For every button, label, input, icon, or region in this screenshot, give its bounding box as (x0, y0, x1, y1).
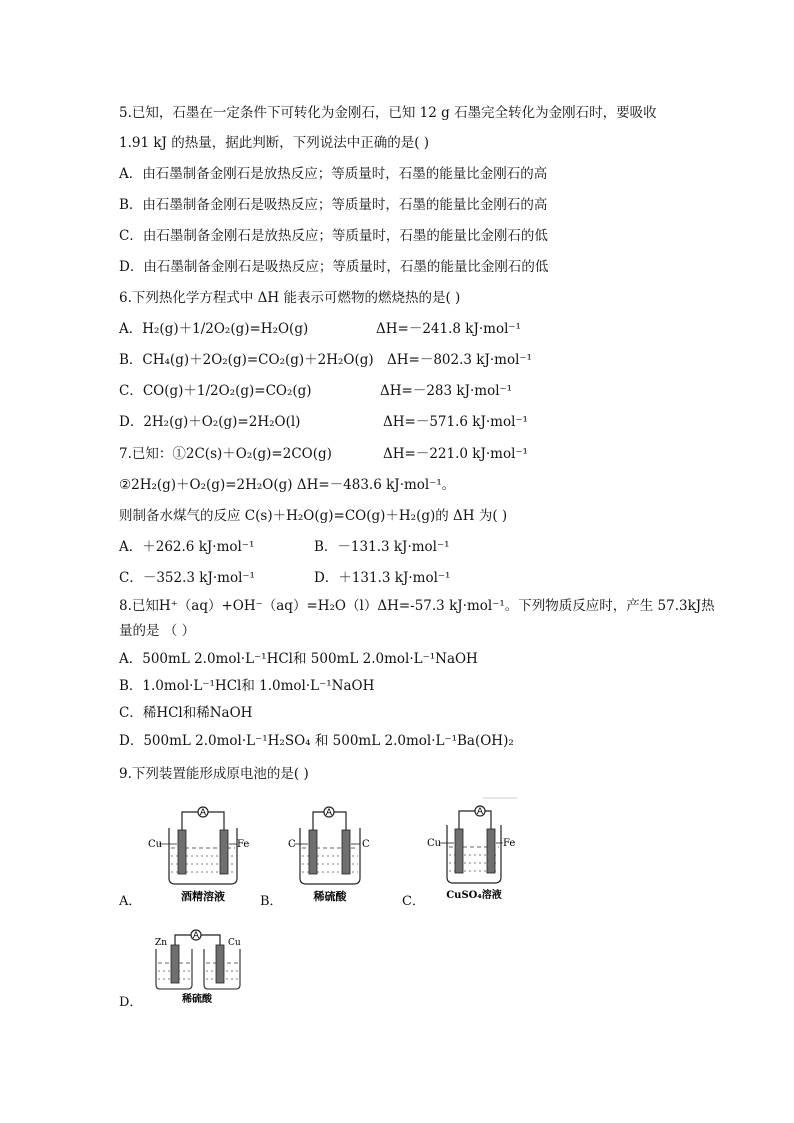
left-electrode-label: C (288, 839, 296, 850)
q7-option-c: C．－352.3 kJ·mol⁻¹ (119, 570, 255, 586)
q8-stem-line2: 量的是 （ ） (119, 623, 196, 639)
ammeter-label: A (325, 808, 333, 818)
q8-option-b: B．1.0mol·L⁻¹HCl和 1.0mol·L⁻¹NaOH (119, 678, 375, 694)
q9-figure-c-letter: C． (402, 894, 425, 909)
q5-stem-line1: 5.已知，石墨在一定条件下可转化为金刚石，已知 12 g 石墨完全转化为金刚石时，要吸收 (119, 105, 657, 121)
q7-option-a: A．＋262.6 kJ·mol⁻¹ (119, 539, 255, 555)
right-electrode-label: Cu (228, 938, 241, 948)
q6-option-b-enthalpy: ΔH=－802.3 kJ·mol⁻¹ (387, 352, 532, 368)
left-electrode-label: Cu (427, 838, 442, 849)
q9-figure-a-letter: A． (119, 894, 142, 909)
left-electrode-label: Cu (148, 839, 163, 850)
q7-given-2: ②2H₂(g)＋O₂(g)=2H₂O(g) ΔH=－483.6 kJ·mol⁻¹。 (119, 477, 456, 493)
left-electrode-label: Zn (155, 938, 168, 948)
q8-option-a: A．500mL 2.0mol·L⁻¹HCl和 500mL 2.0mol·L⁻¹NaOH (119, 651, 478, 667)
q8-stem-line1: 8.已知H⁺（aq）+OH⁻（aq）=H₂O（l）ΔH=-57.3 kJ·mol⁻¹。下列物质反应时，产生 57.3kJ热 (119, 598, 715, 614)
q9-stem: 9.下列装置能形成原电池的是( ) (119, 766, 309, 782)
q9-figure-a (145, 800, 250, 910)
q6-option-b-equation: B．CH₄(g)＋2O₂(g)=CO₂(g)＋2H₂O(g) (119, 352, 374, 368)
ammeter-label: A (476, 807, 484, 817)
q6-option-c-enthalpy: ΔH=－283 kJ·mol⁻¹ (380, 383, 513, 399)
solution-label: 稀硫酸 (182, 994, 212, 1005)
q5-option-c: C．由石墨制备金刚石是放热反应；等质量时，石墨的能量比金刚石的低 (119, 228, 548, 244)
q7-given-1-enthalpy: ΔH=－221.0 kJ·mol⁻¹ (383, 446, 528, 462)
galvanic-cell-diagram-a (145, 800, 250, 910)
q9-figure-b (288, 800, 378, 910)
q9-figure-d-letter: D． (119, 995, 143, 1010)
solution-label: 稀硫酸 (313, 890, 347, 903)
q8-option-d: D．500mL 2.0mol·L⁻¹H₂SO₄ 和 500mL 2.0mol·L⁻¹Ba(OH)₂ (119, 733, 514, 749)
q7-given-1-equation: 7.已知：①2C(s)＋O₂(g)=2CO(g) (119, 446, 332, 462)
ammeter-label: A (199, 808, 207, 818)
q6-option-c-equation: C．CO(g)＋1/2O₂(g)=CO₂(g) (119, 383, 312, 399)
ammeter-label: A (192, 931, 200, 941)
q7-question: 则制备水煤气的反应 C(s)＋H₂O(g)=CO(g)＋H₂(g)的 ΔH 为( ) (119, 508, 508, 524)
q6-option-d-equation: D．2H₂(g)＋O₂(g)=2H₂O(l) (119, 414, 301, 430)
q5-option-a: A．由石墨制备金刚石是放热反应；等质量时，石墨的能量比金刚石的高 (119, 166, 548, 182)
q7-option-d: D．＋131.3 kJ·mol⁻¹ (314, 570, 451, 586)
galvanic-cell-diagram-b (288, 800, 378, 910)
solution-label: CuSO₄溶液 (446, 890, 502, 901)
right-electrode-label: Fe (237, 839, 250, 850)
q9-figure-c (425, 795, 525, 907)
q8-option-c: C．稀HCl和稀NaOH (119, 705, 253, 721)
q6-option-d-enthalpy: ΔH=－571.6 kJ·mol⁻¹ (383, 414, 528, 430)
right-electrode-label: Fe (503, 838, 516, 849)
q7-option-b: B．－131.3 kJ·mol⁻¹ (314, 539, 450, 555)
q5-option-d: D．由石墨制备金刚石是吸热反应；等质量时，石墨的能量比金刚石的低 (119, 259, 549, 275)
q9-figure-d (148, 925, 248, 1013)
q9-figure-b-letter: B． (260, 894, 283, 909)
galvanic-cell-diagram-c (425, 795, 525, 907)
galvanic-cell-diagram-d (148, 925, 248, 1013)
right-electrode-label: C (362, 839, 370, 850)
q6-option-a-equation: A．H₂(g)＋1/2O₂(g)=H₂O(g) (119, 321, 309, 337)
q5-option-b: B．由石墨制备金刚石是吸热反应；等质量时，石墨的能量比金刚石的高 (119, 197, 548, 213)
solution-label: 酒精溶液 (181, 890, 225, 903)
q6-stem: 6.下列热化学方程式中 ΔH 能表示可燃物的燃烧热的是( ) (119, 290, 461, 306)
q6-option-a-enthalpy: ΔH=－241.8 kJ·mol⁻¹ (376, 321, 521, 337)
q5-stem-line2: 1.91 kJ 的热量，据此判断，下列说法中正确的是( ) (119, 135, 430, 151)
